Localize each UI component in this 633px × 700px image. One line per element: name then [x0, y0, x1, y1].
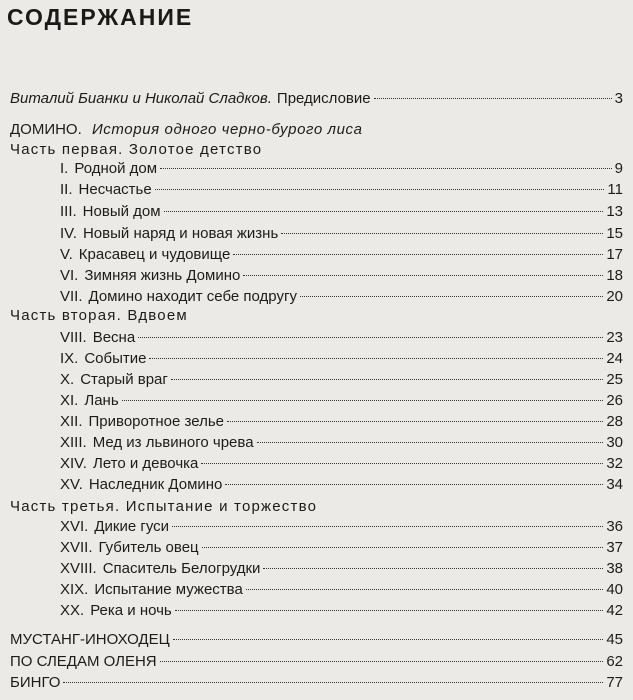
- page-number: 20: [606, 288, 623, 305]
- chapter-number: VIII.: [60, 329, 87, 346]
- toc-entry[interactable]: [60, 559, 623, 579]
- chapter-title: Лето и девочка: [92, 455, 199, 472]
- chapter-number: XIV.: [60, 455, 87, 472]
- dot-leader: [225, 484, 603, 485]
- story-title: МУСТАНГ-ИНОХОДЕЦ: [10, 631, 170, 648]
- chapter-title: Событие: [84, 350, 147, 367]
- toc-entry[interactable]: [60, 454, 623, 474]
- chapter-number: IX.: [60, 350, 79, 367]
- dot-leader: [243, 275, 603, 276]
- chapter-title: Наследник Домино: [88, 476, 223, 493]
- dot-leader: [246, 589, 604, 590]
- toc-entry[interactable]: [60, 159, 623, 179]
- page-number: 9: [614, 160, 623, 177]
- preface-authors: Виталий Бианки и Николай Сладков.: [10, 90, 272, 107]
- page-number: 28: [606, 413, 623, 430]
- chapter-title: Несчастье: [78, 181, 152, 198]
- chapter-title: Старый враг: [80, 371, 168, 388]
- chapter-title: Домино находит себе подругу: [88, 288, 297, 305]
- chapter-number: XX.: [60, 602, 85, 619]
- page-number: 45: [606, 631, 623, 648]
- story-title: ПО СЛЕДАМ ОЛЕНЯ: [10, 653, 157, 670]
- dot-leader: [160, 661, 604, 662]
- chapter-title: Приворотное зелье: [88, 413, 224, 430]
- dot-leader: [164, 211, 604, 212]
- toc-entry[interactable]: [60, 180, 623, 200]
- chapter-number: III.: [60, 203, 77, 220]
- dot-leader: [202, 547, 604, 548]
- page-number: 42: [606, 602, 623, 619]
- dot-leader: [160, 168, 612, 169]
- chapter-number: IV.: [60, 225, 77, 242]
- chapter-title: Красавец и чудовище: [78, 246, 231, 263]
- chapter-number: XV.: [60, 476, 83, 493]
- page-number: 18: [606, 267, 623, 284]
- dot-leader: [155, 189, 605, 190]
- toc-entry[interactable]: [60, 245, 623, 265]
- chapter-number: VII.: [60, 288, 83, 305]
- toc-entry-story[interactable]: [10, 652, 623, 672]
- chapter-number: II.: [60, 181, 73, 198]
- chapter-number: XVIII.: [60, 560, 97, 577]
- dot-leader: [201, 463, 603, 464]
- dot-leader: [63, 682, 603, 683]
- page-number: 23: [606, 329, 623, 346]
- story-heading: [10, 120, 363, 140]
- dot-leader: [233, 254, 603, 255]
- chapter-title: Родной дом: [74, 160, 158, 177]
- toc-entry[interactable]: [60, 391, 623, 411]
- toc-entry[interactable]: [60, 328, 623, 348]
- story-subtitle: История одного черно-бурого лиса: [91, 121, 363, 138]
- dot-leader: [281, 233, 603, 234]
- toc-entry[interactable]: [60, 538, 623, 558]
- dot-leader: [171, 379, 603, 380]
- preface-label: Предисловие: [276, 90, 371, 107]
- toc-entry[interactable]: [60, 580, 623, 600]
- chapter-number: X.: [60, 371, 75, 388]
- chapter-number: XVI.: [60, 518, 89, 535]
- dot-leader: [149, 358, 603, 359]
- chapter-title: Испытание мужества: [94, 581, 243, 598]
- chapter-title: Новый дом: [82, 203, 161, 220]
- page-number: 25: [606, 371, 623, 388]
- page-number: 15: [606, 225, 623, 242]
- chapter-number: XIX.: [60, 581, 89, 598]
- toc-entry[interactable]: [60, 202, 623, 222]
- page-number: 62: [606, 653, 623, 670]
- toc-entry[interactable]: [60, 475, 623, 495]
- chapter-number: XVII.: [60, 539, 93, 556]
- toc-entry-preface[interactable]: [10, 89, 623, 109]
- toc-entry[interactable]: [60, 287, 623, 307]
- chapter-number: V.: [60, 246, 73, 263]
- page-number: 11: [607, 181, 623, 198]
- dot-leader: [257, 442, 604, 443]
- dot-leader: [263, 568, 603, 569]
- page-number: 32: [606, 455, 623, 472]
- chapter-number: VI.: [60, 267, 79, 284]
- part-heading: Часть вторая. Вдвоем: [10, 307, 188, 324]
- page-number: 36: [606, 518, 623, 535]
- chapter-number: I.: [60, 160, 69, 177]
- chapter-number: XII.: [60, 413, 83, 430]
- toc-entry[interactable]: [60, 224, 623, 244]
- dot-leader: [173, 639, 604, 640]
- chapter-number: XIII.: [60, 434, 87, 451]
- chapter-number: XI.: [60, 392, 79, 409]
- page-number: 13: [606, 203, 623, 220]
- dot-leader: [227, 421, 603, 422]
- page-number: 38: [606, 560, 623, 577]
- story-name: ДОМИНО.: [10, 121, 82, 138]
- page-number: 17: [606, 246, 623, 263]
- page-title: СОДЕРЖАНИЕ: [7, 4, 194, 30]
- chapter-title: Зимняя жизнь Домино: [84, 267, 241, 284]
- toc-entry[interactable]: [60, 370, 623, 390]
- page-number: 24: [606, 350, 623, 367]
- page-number: 34: [606, 476, 623, 493]
- toc-entry[interactable]: [60, 433, 623, 453]
- chapter-title: Дикие гуси: [94, 518, 170, 535]
- chapter-title: Мед из львиного чрева: [92, 434, 254, 451]
- chapter-title: Весна: [92, 329, 136, 346]
- toc-entry-story[interactable]: [10, 673, 623, 693]
- part-heading: Часть первая. Золотое детство: [10, 141, 263, 158]
- page-number: 40: [606, 581, 623, 598]
- dot-leader: [374, 98, 612, 99]
- chapter-title: Губитель овец: [98, 539, 199, 556]
- toc-entry[interactable]: [60, 412, 623, 432]
- page-number: 30: [606, 434, 623, 451]
- toc-entry[interactable]: [60, 266, 623, 286]
- toc-entry[interactable]: [60, 349, 623, 369]
- dot-leader: [172, 526, 603, 527]
- toc-entry[interactable]: [60, 601, 623, 621]
- toc-entry[interactable]: [60, 517, 623, 537]
- dot-leader: [175, 610, 604, 611]
- chapter-title: Лань: [84, 392, 119, 409]
- chapter-title: Спаситель Белогрудки: [102, 560, 261, 577]
- dot-leader: [300, 296, 603, 297]
- story-title: БИНГО: [10, 674, 61, 691]
- page-number: 3: [614, 90, 623, 107]
- chapter-title: Новый наряд и новая жизнь: [82, 225, 279, 242]
- page-number: 77: [606, 674, 623, 691]
- page-number: 26: [606, 392, 623, 409]
- toc-entry-story[interactable]: [10, 630, 623, 650]
- chapter-title: Река и ночь: [90, 602, 172, 619]
- part-heading: Часть третья. Испытание и торжество: [10, 498, 318, 515]
- dot-leader: [138, 337, 603, 338]
- page-number: 37: [606, 539, 623, 556]
- dot-leader: [122, 400, 604, 401]
